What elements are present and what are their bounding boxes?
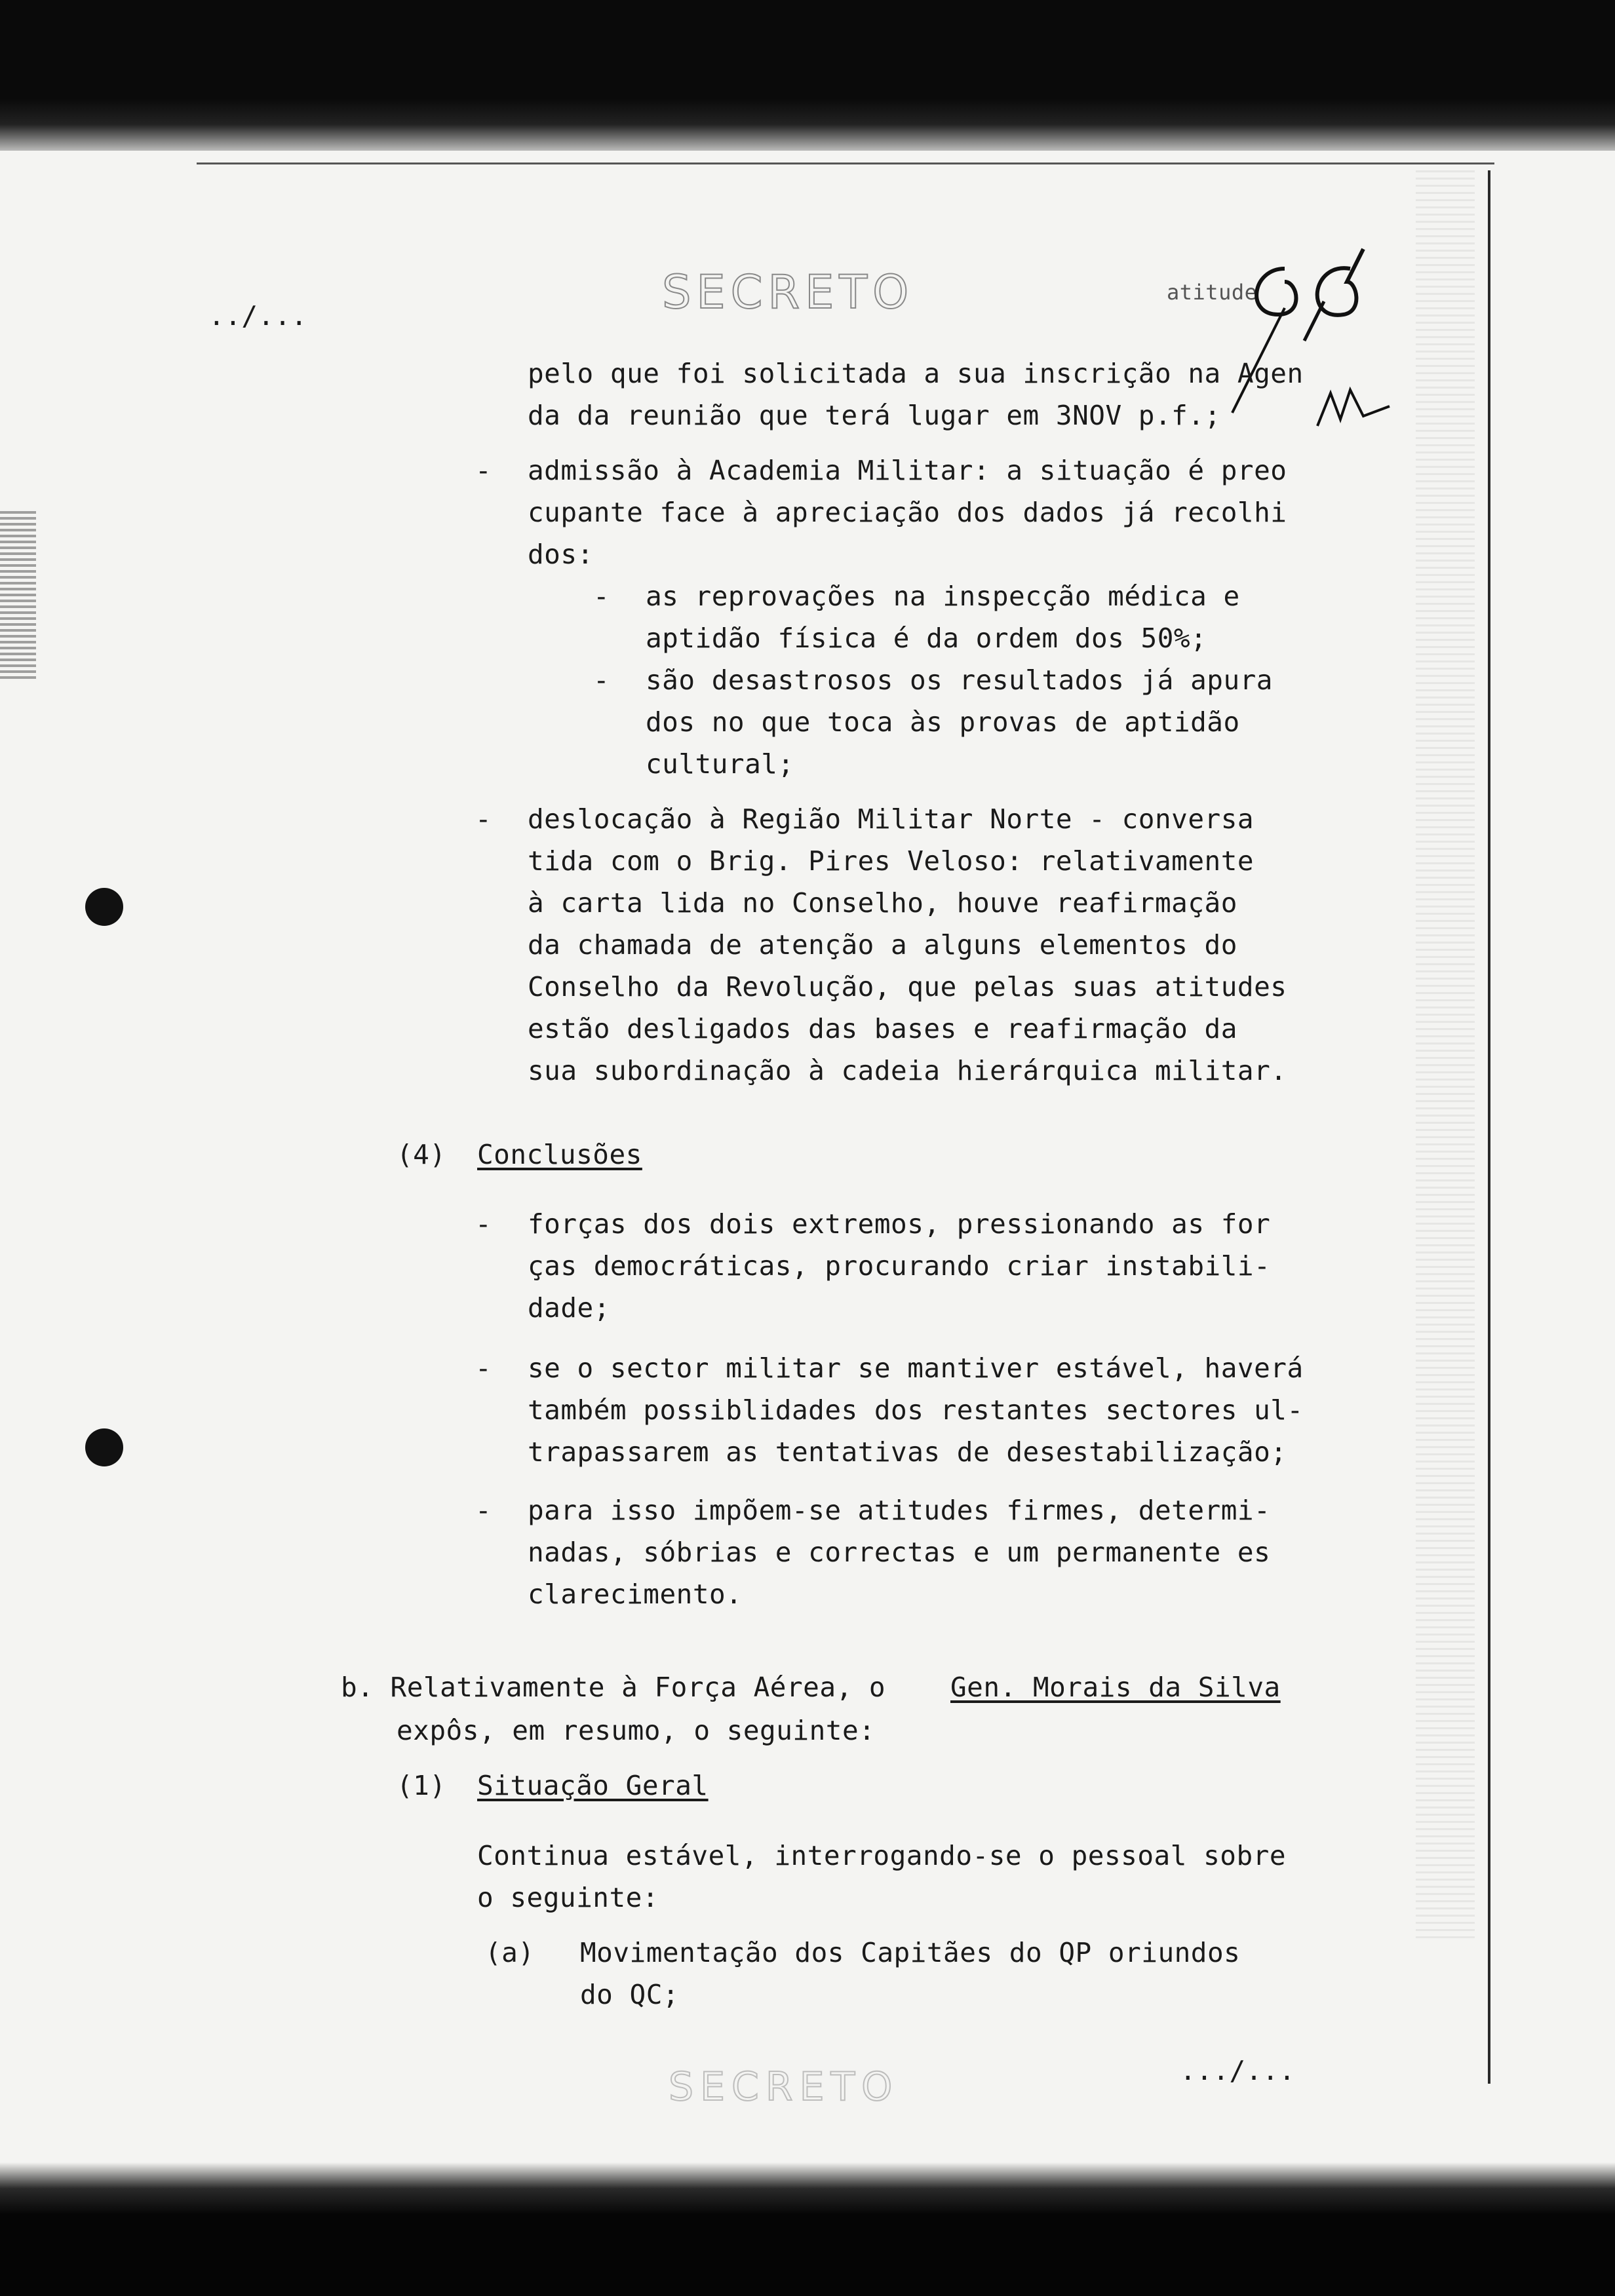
text-line: para isso impõem-se atitudes firmes, determi- <box>528 1495 1271 1526</box>
item-letter: (a) <box>485 1937 535 1968</box>
underlined-name: Gen. Morais da Silva <box>950 1672 1281 1703</box>
section-heading: Conclusões <box>477 1139 642 1170</box>
bullet: - <box>475 1495 492 1526</box>
bullet: - <box>475 455 492 486</box>
section-number: (4) <box>397 1139 446 1170</box>
section-heading: Situação Geral <box>477 1770 709 1801</box>
text-line: b. Relativamente à Força Aérea, o <box>341 1672 886 1703</box>
text-line: as reprovações na inspecção médica e <box>646 581 1240 612</box>
bullet: - <box>593 664 610 696</box>
scan-noise-left <box>0 511 36 681</box>
text-line: se o sector militar se mantiver estável, haverá <box>528 1352 1304 1384</box>
classification-stamp-header: SECRETO <box>662 265 914 319</box>
punch-hole <box>85 888 123 926</box>
text-line: tida com o Brig. Pires Veloso: relativamente <box>528 845 1255 877</box>
text-line: dos no que toca às provas de aptidão <box>646 706 1240 738</box>
section-number: (1) <box>397 1770 446 1801</box>
text-line: deslocação à Região Militar Norte - conversa <box>528 803 1255 835</box>
text-line: forças dos dois extremos, pressionando as for <box>528 1208 1271 1240</box>
bullet: - <box>475 803 492 835</box>
text-line: Movimentação dos Capitães do QP oriundos <box>580 1937 1241 1968</box>
text-line: dade; <box>528 1292 610 1324</box>
text-line: à carta lida no Conselho, houve reafirmação <box>528 887 1237 919</box>
text-line: da chamada de atenção a alguns elementos do <box>528 929 1237 961</box>
text-line: nadas, sóbrias e correctas e um permanente es <box>528 1537 1271 1568</box>
text-line: pelo que foi solicitada a sua inscrição na Agen <box>528 358 1304 389</box>
text-line: da da reunião que terá lugar em 3NOV p.f.; <box>528 400 1221 431</box>
text-line: ças democráticas, procurando criar instabili- <box>528 1250 1271 1282</box>
text-line: dos: <box>528 539 594 570</box>
text-line: são desastrosos os resultados já apura <box>646 664 1273 696</box>
text-line: expôs, em resumo, o seguinte: <box>397 1715 876 1746</box>
text-line: clarecimento. <box>528 1578 743 1610</box>
text-line: admissão à Academia Militar: a situação é preo <box>528 455 1287 486</box>
text-line: cupante face à apreciação dos dados já recolhi <box>528 497 1287 528</box>
punch-hole <box>85 1428 123 1466</box>
bullet: - <box>475 1352 492 1384</box>
bullet: - <box>475 1208 492 1240</box>
text-line: Conselho da Revolução, que pelas suas atitudes <box>528 971 1287 1003</box>
stamp-fragment: atitude <box>1167 280 1258 305</box>
text-line: também possiblidades dos restantes sectores ul- <box>528 1394 1304 1426</box>
continuation-out-marker: .../... <box>1180 2055 1296 2086</box>
text-line: sua subordinação à cadeia hierárquica militar. <box>528 1055 1287 1086</box>
page-top-edge <box>197 163 1494 164</box>
text-line: Continua estável, interrogando-se o pessoal sobre <box>477 1840 1287 1871</box>
bullet: - <box>593 581 610 612</box>
text-line: trapassarem as tentativas de desestabilização; <box>528 1436 1287 1468</box>
text-line: estão desligados das bases e reafirmação da <box>528 1013 1237 1044</box>
scan-noise-right <box>1416 170 1475 1940</box>
classification-stamp-footer: SECRETO <box>669 2064 899 2110</box>
page-right-edge <box>1488 170 1490 2084</box>
scan-top-border <box>0 0 1615 157</box>
text-line: aptidão física é da ordem dos 50%; <box>646 622 1207 654</box>
text-line: do QC; <box>580 1979 680 2010</box>
continuation-in-marker: ../... <box>208 300 308 332</box>
text-line: o seguinte: <box>477 1882 659 1913</box>
text-line: cultural; <box>646 748 794 780</box>
scan-bottom-border <box>0 2162 1615 2296</box>
